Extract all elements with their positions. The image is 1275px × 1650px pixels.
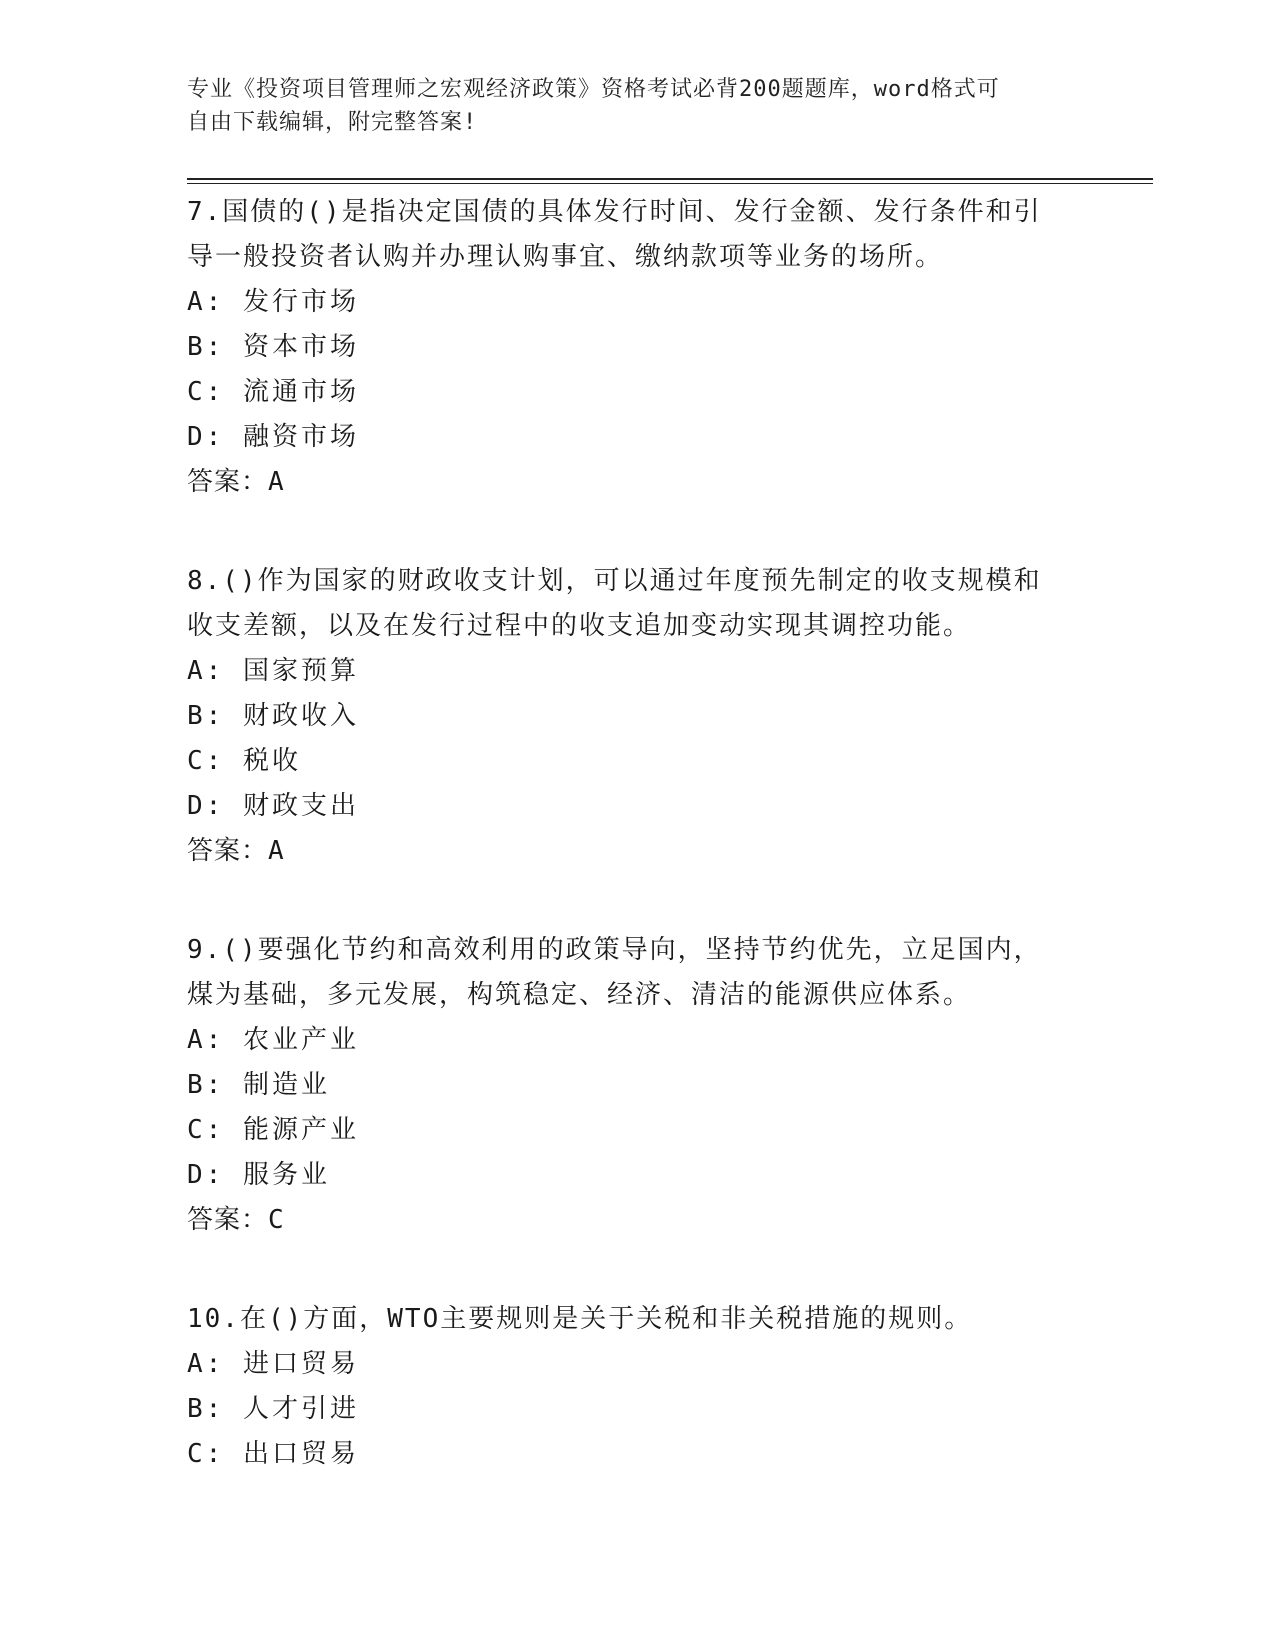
option-a: A: 发行市场 <box>187 287 359 317</box>
answer: 答案：C <box>187 1205 285 1235</box>
question-7 <box>187 190 1067 505</box>
option-d: D: 融资市场 <box>187 422 359 452</box>
question-text: 9.()要强化节约和高效利用的政策导向，坚持节约优先，立足国内，煤为基础，多元发展，构筑稳定、经济、清洁的能源供应体系。 <box>187 935 1042 1010</box>
question-text: 10.在()方面，WTO主要规则是关于关税和非关税措施的规则。 <box>187 1304 973 1334</box>
option-a: A: 进口贸易 <box>187 1349 359 1379</box>
question-list <box>187 190 1067 1531</box>
header-rule-thin <box>187 183 1153 184</box>
option-b: B: 资本市场 <box>187 332 359 362</box>
option-c: C: 出口贸易 <box>187 1439 359 1469</box>
option-c: C: 流通市场 <box>187 377 359 407</box>
option-b: B: 财政收入 <box>187 701 359 731</box>
option-d: D: 服务业 <box>187 1160 330 1190</box>
answer: 答案：A <box>187 836 285 866</box>
question-10 <box>187 1297 1067 1477</box>
question-8 <box>187 559 1067 874</box>
option-a: A: 国家预算 <box>187 656 359 686</box>
header-line-2: 自由下载编辑，附完整答案! <box>187 110 478 135</box>
document-header <box>187 73 1067 139</box>
option-a: A: 农业产业 <box>187 1025 359 1055</box>
option-c: C: 能源产业 <box>187 1115 359 1145</box>
answer: 答案：A <box>187 467 285 497</box>
option-b: B: 制造业 <box>187 1070 330 1100</box>
header-rule-thick <box>187 178 1153 180</box>
option-c: C: 税收 <box>187 746 301 776</box>
option-b: B: 人才引进 <box>187 1394 359 1424</box>
question-text: 8.()作为国家的财政收支计划，可以通过年度预先制定的收支规模和收支差额，以及在发行过程中的收支追加变动实现其调控功能。 <box>187 566 1042 641</box>
header-line-1: 专业《投资项目管理师之宏观经济政策》资格考试必背200题题库，word格式可 <box>187 77 1000 102</box>
question-9 <box>187 928 1067 1243</box>
option-d: D: 财政支出 <box>187 791 359 821</box>
question-text: 7.国债的()是指决定国债的具体发行时间、发行金额、发行条件和引导一般投资者认购并办理认购事宜、缴纳款项等业务的场所。 <box>187 197 1042 272</box>
